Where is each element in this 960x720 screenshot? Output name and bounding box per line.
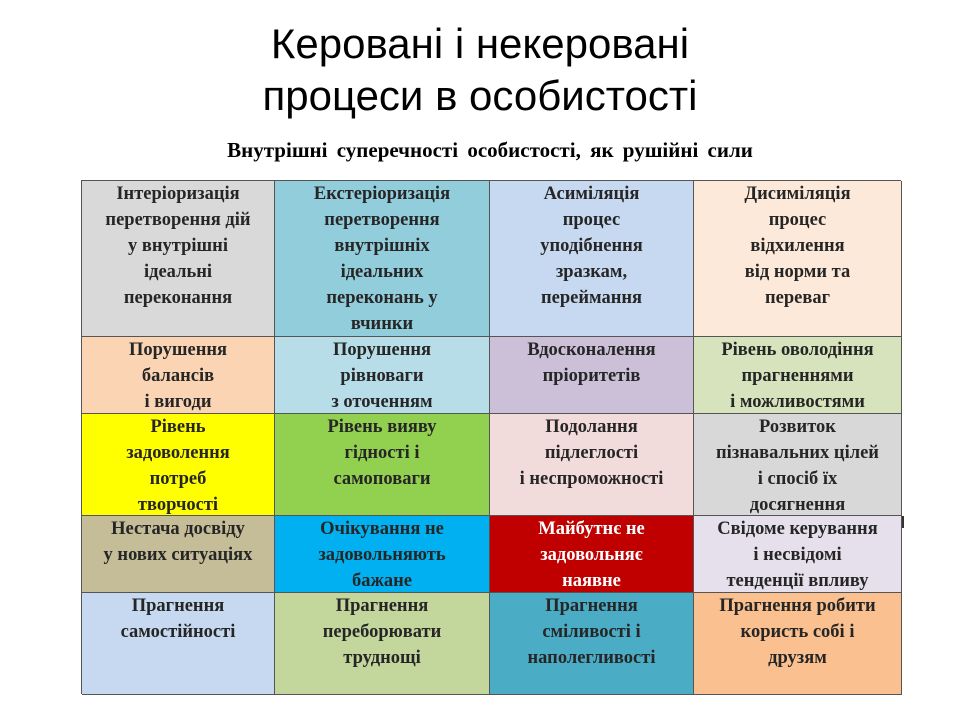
cell-text-line: Майбутнє не (538, 519, 645, 539)
cell-text-line: Прагнення (335, 596, 429, 616)
cell-text-line: потреб (149, 469, 207, 489)
cell-text-line: наполегливості (527, 648, 656, 668)
cell-text-line: уподібнення (540, 236, 643, 256)
cell-text-line: Рівень оволодіння (721, 340, 874, 360)
cell-text-line: задоволення (126, 443, 230, 463)
slide-title-line-2: процеси в особистості (262, 72, 698, 119)
cell-text-line: процес (768, 210, 827, 230)
slide-title (0, 18, 960, 122)
cell-text-line: і вигоди (144, 392, 212, 412)
cell-text-line: Інтеріоризація (116, 184, 240, 204)
table-cell-r3-c4 (694, 414, 902, 516)
table-cell-r4-c1 (82, 516, 275, 593)
table-cell-r5-c1 (82, 593, 275, 695)
cell-text-line: зразкам, (555, 262, 628, 282)
cell-text-line: Рівень (150, 417, 206, 437)
cell-text-line: труднощі (343, 648, 421, 668)
cell-text-line: самоповаги (333, 469, 431, 489)
cell-text-line: ідеальних (340, 262, 424, 282)
cell-text-line: перетворення (324, 210, 440, 230)
cell-text-line: задовольняє (540, 545, 643, 565)
cell-text-line: задовольняють (318, 545, 446, 565)
cell-text-line: Вдосконалення (527, 340, 656, 360)
cell-text-line: бажане (351, 571, 413, 591)
table-cell-r5-c4 (694, 593, 902, 695)
table-cell-r3-c3 (490, 414, 694, 516)
cell-text-line: переборювати (322, 622, 442, 642)
table-cell-r3-c1 (82, 414, 275, 516)
table-cell-r2-c1 (82, 337, 275, 414)
table-cell-r2-c4 (694, 337, 902, 414)
edge-mark (902, 516, 904, 528)
table-cell-r5-c2 (275, 593, 490, 695)
cell-text-line: самостійності (120, 622, 236, 642)
table-cell-r4-c2 (275, 516, 490, 593)
cell-text-line: перетворення дій (105, 210, 251, 230)
table-cell-r4-c4 (694, 516, 902, 593)
slide-title-line-1: Керовані і некеровані (270, 20, 690, 67)
cell-text-line: Прагнення (545, 596, 638, 616)
cell-text-line: і можливостями (730, 392, 865, 412)
table-cell-r3-c2 (275, 414, 490, 516)
cell-text-line: гідності і (344, 443, 420, 463)
cell-text-line: переконання (123, 288, 233, 308)
cell-text-line: і неспроможності (519, 469, 664, 489)
cell-text-line: друзям (768, 648, 827, 668)
cell-text-line: користь собі і (740, 622, 855, 642)
cell-text-line: сміливості і (542, 622, 641, 642)
table-cell-r2-c2 (275, 337, 490, 414)
table-cell-r4-c3 (490, 516, 694, 593)
cell-text-line: Прагнення (131, 596, 225, 616)
cell-text-line: ідеальні (143, 262, 213, 282)
cell-text-line: досягнення (749, 495, 846, 515)
cell-text-line: тенденції впливу (726, 571, 869, 591)
cell-text-line: і несвідомі (753, 545, 842, 565)
cell-text-line: вчинки (350, 314, 414, 334)
cell-text-line: з оточенням (331, 392, 433, 412)
table-cell-r1-c2 (275, 181, 490, 337)
cell-text-line: у внутрішні (128, 236, 228, 256)
table-cell-r1-c1 (82, 181, 275, 337)
cell-text-line: у нових ситуаціях (103, 545, 253, 565)
cell-text-line: Порушення (128, 340, 228, 360)
table-cell-r1-c3 (490, 181, 694, 337)
cell-text-line: і спосіб їх (757, 469, 838, 489)
table-cell-r2-c3 (490, 337, 694, 414)
cell-text-line: Дисиміляція (744, 184, 851, 204)
cell-text-line: Нестача досвіду (111, 519, 245, 539)
cell-text-line: підлеглості (544, 443, 639, 463)
cell-text-line: Розвиток (759, 417, 836, 437)
cell-text-line: пріоритетів (542, 366, 641, 386)
cell-text-line: Очікування не (320, 519, 444, 539)
cell-text-line: переваг (764, 288, 830, 308)
cell-text-line: Порушення (332, 340, 432, 360)
table-heading: Внутрішні суперечності особистості, як рушійні сили (227, 138, 753, 162)
cell-text-line: Екстеріоризація (313, 184, 451, 204)
table-cell-r5-c3 (490, 593, 694, 695)
cell-text-line: Свідоме керування (717, 519, 878, 539)
cell-text-line: переконань у (326, 288, 438, 308)
cell-text-line: Подолання (545, 417, 638, 437)
cell-text-line: від норми та (744, 262, 851, 282)
cell-text-line: прагненнями (741, 366, 854, 386)
cell-text-line: балансів (141, 366, 215, 386)
cell-text-line: наявне (562, 571, 621, 591)
cell-text-line: пізнавальних цілей (716, 443, 879, 463)
cell-text-line: процес (562, 210, 621, 230)
cell-text-line: Прагнення робити (719, 596, 876, 616)
cell-text-line: Асиміляція (543, 184, 640, 204)
cell-text-line: відхилення (750, 236, 845, 256)
cell-text-line: Рівень вияву (327, 417, 437, 437)
cell-text-line: переймання (540, 288, 643, 308)
cell-text-line: внутрішніх (334, 236, 430, 256)
cell-text-line: творчості (137, 495, 219, 515)
cell-text-line: рівноваги (340, 366, 424, 386)
contradictions-table (81, 180, 901, 694)
table-cell-r1-c4 (694, 181, 902, 337)
